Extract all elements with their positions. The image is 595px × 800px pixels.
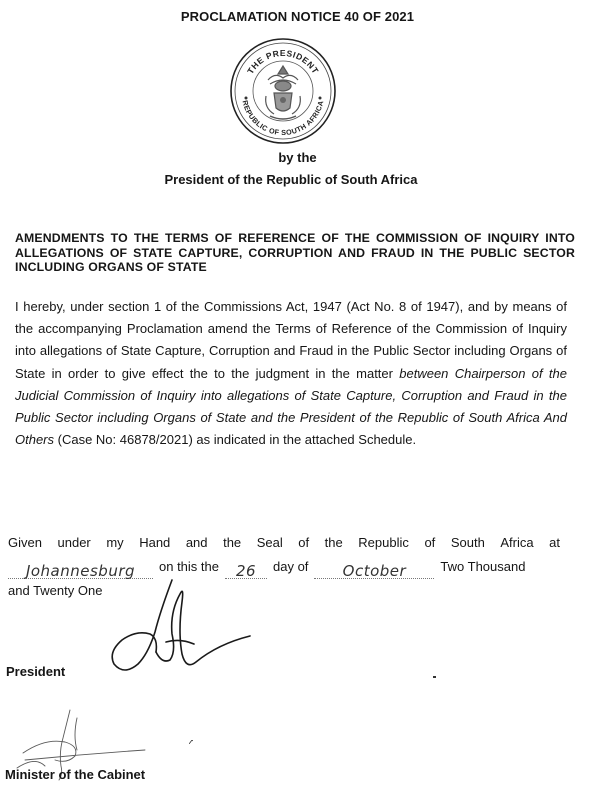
- day-of-label: day of: [273, 559, 309, 574]
- given-word: Seal: [256, 535, 283, 550]
- scan-speck: [189, 740, 193, 744]
- given-word: and: [185, 535, 208, 550]
- seal-graphic: [228, 36, 338, 146]
- scan-speck: [433, 676, 436, 678]
- seal-bottom-text: REPUBLIC OF SOUTH AFRICA: [240, 99, 326, 138]
- issuer-line: President of the Republic of South Africa: [164, 172, 418, 187]
- notice-title: AMENDMENTS TO THE TERMS OF REFERENCE OF THE COMMISSION OF INQUIRY INTO ALLEGATIONS OF STATE CAPTURE, CORRUPTION AND FRAUD IN THE PUBLIC SECTOR INCLUDING ORGANS OF STATE: [15, 231, 575, 274]
- notice-heading: PROCLAMATION NOTICE 40 OF 2021: [180, 9, 415, 24]
- given-line-1: [8, 531, 560, 555]
- body-text-end: (Case No: 46878/2021) as indicated in the attached Schedule.: [54, 432, 417, 448]
- body-text-start: I hereby, under section 1 of the Commissions Act, 1947 (Act No. 8 of 1947), and by means of the accompanying Proclamation amend the Terms of Reference of the Commission of Inquiry into allegations of State Capture, Corruption and Fraud in the Public Sector including Organs of State in order to give effect the to the judgment in the matter: [15, 299, 567, 381]
- president-signature-icon: [100, 572, 270, 682]
- given-line-3: and Twenty One: [8, 583, 103, 598]
- given-line-2: [8, 555, 560, 579]
- given-word: of: [298, 535, 310, 550]
- case-name: between Chairperson of the Judicial Commission of Inquiry into allegations of State Capture, Corruption and Fraud in the Public Sector including Organs of State and the President of the Republic of South Africa And Others: [15, 365, 567, 448]
- given-word: Africa: [500, 535, 534, 550]
- presidential-seal-icon: [228, 36, 338, 146]
- president-label: President: [6, 664, 66, 679]
- given-word: the: [324, 535, 343, 550]
- notice-body: [15, 296, 567, 451]
- given-clause: [8, 531, 560, 603]
- given-word: the: [223, 535, 242, 550]
- seal-top-text: THE PRESIDENT: [245, 48, 321, 76]
- given-word: under: [57, 535, 91, 550]
- place-handwritten: Johannesburg: [8, 564, 153, 579]
- given-word: Given: [8, 535, 42, 550]
- by-the-line: by the: [278, 150, 317, 165]
- month-handwritten: October: [314, 564, 434, 579]
- minister-label: Minister of the Cabinet: [5, 767, 146, 782]
- given-word: my: [106, 535, 124, 550]
- given-word: of: [424, 535, 436, 550]
- two-thousand-label: Two Thousand: [440, 559, 526, 574]
- day-handwritten: 26: [225, 564, 267, 579]
- given-word: South: [450, 535, 485, 550]
- on-this-the-label: on this the: [159, 559, 219, 574]
- given-word: Hand: [139, 535, 171, 550]
- given-word: at: [549, 535, 560, 550]
- given-word: Republic: [358, 535, 409, 550]
